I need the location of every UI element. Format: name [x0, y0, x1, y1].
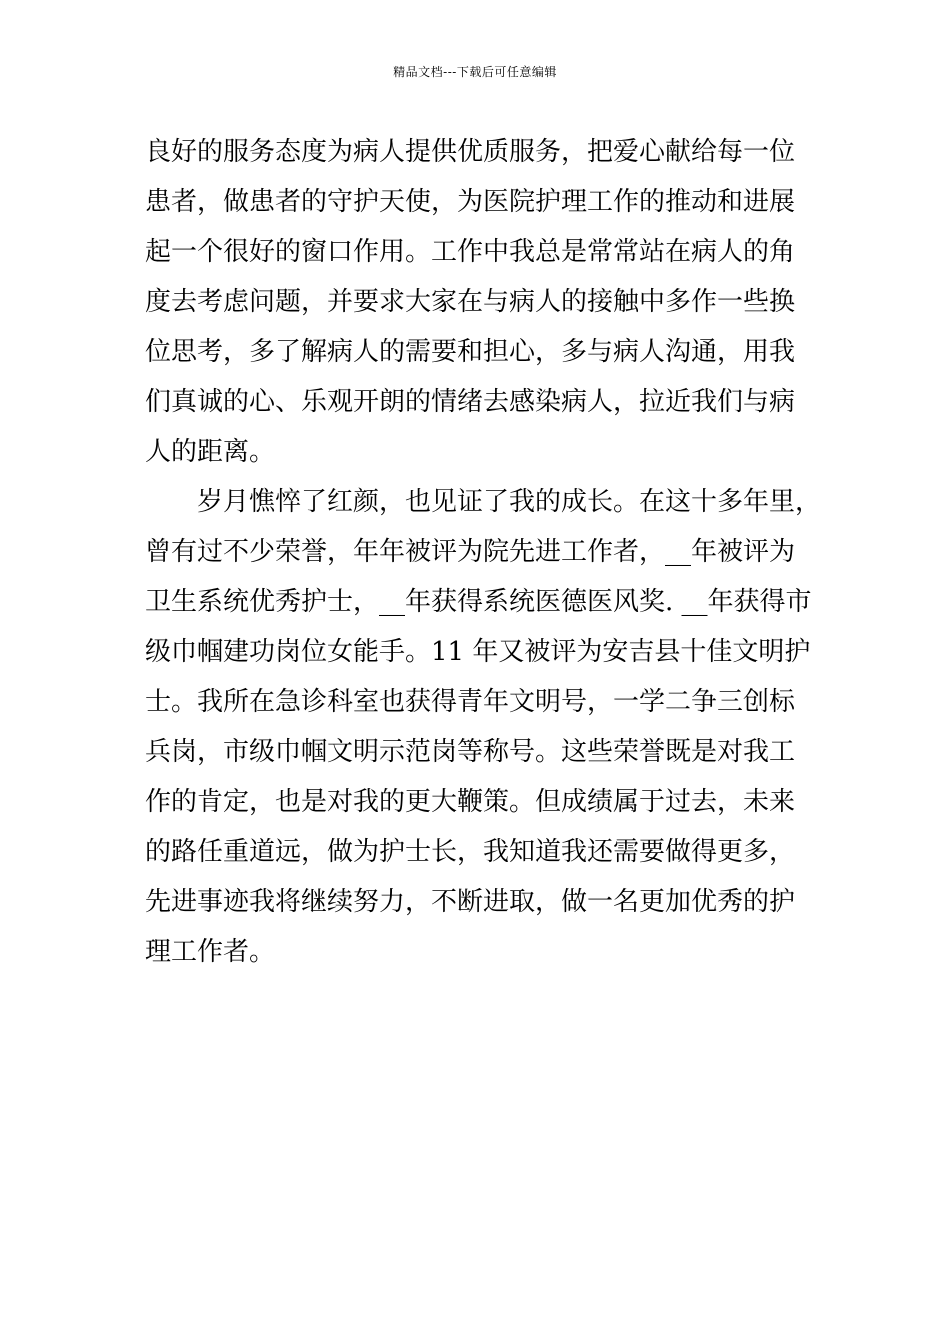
text-line: 患者，做患者的守护天使，为医院护理工作的推动和进展 [145, 187, 796, 217]
text-line: 级巾帼建功岗位女能手。11 年又被评为安吉县十佳文明护 [145, 637, 811, 667]
text-line: 先进事迹我将继续努力，不断进取，做一名更加优秀的护 [145, 887, 796, 917]
text-line: 良好的服务态度为病人提供优质服务，把爱心献给每一位 [145, 137, 796, 167]
text-line: 士。我所在急诊科室也获得青年文明号，一学二争三创标 [145, 687, 796, 717]
text-line: 作的肯定，也是对我的更大鞭策。但成绩属于过去，未来 [145, 787, 796, 817]
text-line: 起一个很好的窗口作用。工作中我总是常常站在病人的角 [145, 237, 796, 267]
text-line: 位思考，多了解病人的需要和担心，多与病人沟通，用我 [145, 337, 796, 367]
text-line: 兵岗，市级巾帼文明示范岗等称号。这些荣誉既是对我工 [145, 737, 796, 767]
text-line: 卫生系统优秀护士，__年获得系统医德医风奖. __年获得市 [145, 587, 812, 617]
paragraph-first-line: 岁月憔悴了红颜，也见证了我的成长。在这十多年里， [197, 487, 822, 517]
text-line: 曾有过不少荣誉，年年被评为院先进工作者，__年被评为 [145, 537, 796, 567]
text-line: 们真诚的心、乐观开朗的情绪去感染病人，拉近我们与病 [145, 387, 796, 417]
document-body [145, 129, 835, 979]
text-line: 理工作者。 [145, 937, 276, 967]
text-line: 度去考虑问题，并要求大家在与病人的接触中多作一些换 [145, 287, 796, 317]
page-header: 精品文档---下载后可任意编辑 [393, 65, 557, 79]
text-line: 的路任重道远，做为护士长，我知道我还需要做得更多， [145, 837, 796, 867]
text-line: 人的距离。 [145, 437, 276, 467]
